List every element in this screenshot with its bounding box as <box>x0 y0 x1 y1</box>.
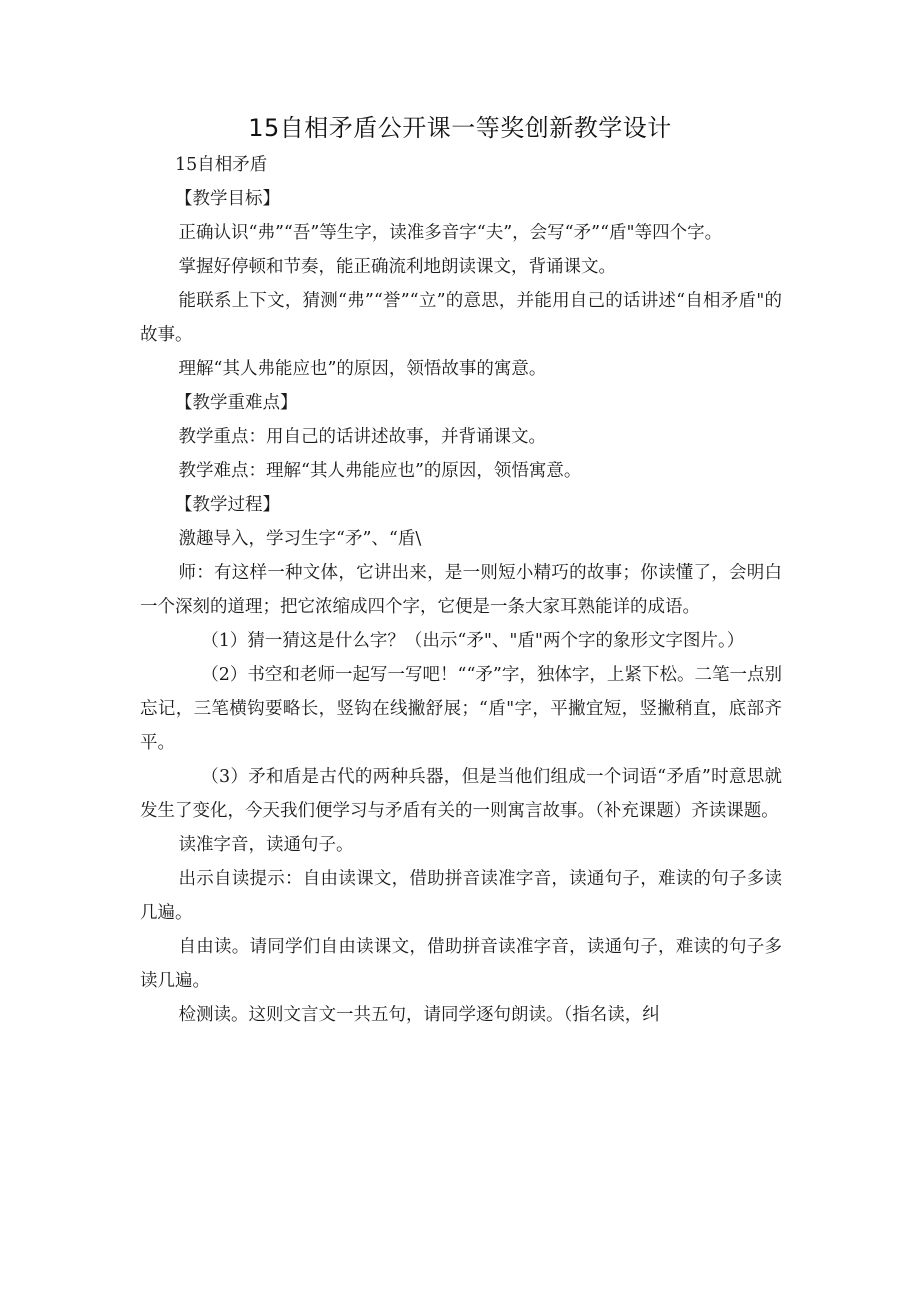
heading-objectives: 【教学目标】 <box>175 189 280 209</box>
keypoint-2: 教学难点：理解“其人弗能应也”的原因，领悟寓意。 <box>178 461 582 481</box>
objective-2: 掌握好停顿和节奏，能正确流利地朗读课文，背诵课文。 <box>178 257 616 277</box>
objective-4: 理解“其人弗能应也”的原因，领悟故事的寓意。 <box>178 359 547 379</box>
reading-tip: 出示自读提示：自由读课文，借助拼音读准字音，读通句子，难读的句子多读几遍。 <box>140 869 782 923</box>
keypoint-1: 教学重点：用自己的话讲述故事，并背诵课文。 <box>178 427 546 447</box>
free-reading: 自由读。请同学们自由读课文，借助拼音读准字音，读通句子，难读的句子多读几遍。 <box>140 937 782 991</box>
check-reading: 检测读。这则文言文一共五句，请同学逐句朗读。（指名读，纠 <box>178 1005 660 1025</box>
step-reading: 读准字音，读通句子。 <box>178 835 354 855</box>
item-3: （3）矛和盾是古代的两种兵器，但是当他们组成一个词语“矛盾”时意思就发生了变化，今天我们便学习与矛盾有关的一则寓言故事。（补充课题）齐读课题。 <box>140 767 782 821</box>
heading-process: 【教学过程】 <box>175 495 280 515</box>
objective-3: 能联系上下文，猜测“弗”“誉”“立”的意思，并能用自己的话讲述“自相矛盾"的故事。 <box>140 291 782 345</box>
item-1: （1）猜一猜这是什么字？（出示“矛"、"盾"两个字的象形文字图片。） <box>201 631 745 651</box>
item-2: （2）书空和老师一起写一写吧！““矛”字，独体字，上紧下松。二笔一点别忘记，三笔横钩要略长，竖钩在线撇舒展；“盾"字，平撇宜短，竖撇稍直，底部齐平。 <box>140 665 782 753</box>
step-intro: 激趣导入，学习生字“矛”、“盾\ <box>178 529 422 549</box>
heading-keypoints: 【教学重难点】 <box>175 393 298 413</box>
lesson-name: 15自相矛盾 <box>175 155 268 175</box>
document-body <box>140 148 782 1032</box>
document-title: 15自相矛盾公开课一等奖创新教学设计 <box>248 114 672 142</box>
objective-1: 正确认识“弗”“吾”等生字，读准多音字“夫”，会写“矛”“盾"等四个字。 <box>178 223 723 243</box>
teacher-talk: 师：有这样一种文体，它讲出来，是一则短小精巧的故事；你读懂了，会明白一个深刻的道理；把它浓缩成四个字，它便是一条大家耳熟能详的成语。 <box>140 563 782 617</box>
